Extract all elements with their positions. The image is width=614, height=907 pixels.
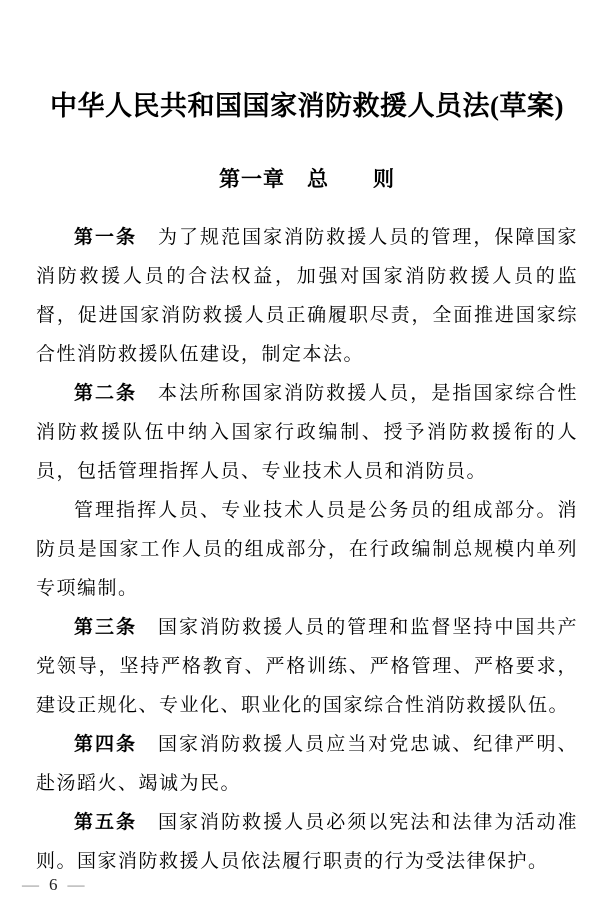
article-paragraph — [36, 725, 578, 803]
article-number: 第一条 — [74, 227, 138, 248]
article-paragraph — [36, 803, 578, 881]
article-text: 国家消防救援人员应当对党忠诚、纪律严明、赴汤蹈火、竭诚为民。 — [36, 734, 578, 794]
article-text: 国家消防救援人员的管理和监督坚持中国共产党领导，坚持严格教育、严格训练、严格管理、严格要求，建设正规化、专业化、职业化的国家综合性消防救援队伍。 — [36, 617, 578, 716]
article-text: 国家消防救援人员必须以宪法和法律为活动准则。国家消防救援人员依法履行职责的行为受法律保护。 — [36, 812, 578, 872]
article-number: 第五条 — [74, 812, 138, 833]
chapter-heading: 第一章 总 则 — [219, 167, 395, 191]
article-number: 第二条 — [74, 383, 138, 404]
article-paragraph — [36, 491, 578, 608]
article-text: 为了规范国家消防救援人员的管理，保障国家消防救援人员的合法权益，加强对国家消防救援人员的监督，促进国家消防救援人员正确履职尽责，全面推进国家综合性消防救援队伍建设，制定本法。 — [36, 227, 578, 365]
article-number: 第四条 — [74, 734, 138, 755]
page-number-dash-left: — — [22, 875, 39, 894]
article-paragraph — [36, 374, 578, 491]
article-paragraph — [36, 218, 578, 374]
article-text: 管理指挥人员、专业技术人员是公务员的组成部分。消防员是国家工作人员的组成部分，在行政编制总规模内单列专项编制。 — [36, 500, 578, 599]
page-number: 6 — [49, 875, 58, 894]
document-body — [36, 218, 578, 881]
page-number-dash-right: — — [67, 875, 85, 894]
article-paragraph — [36, 608, 578, 725]
article-number: 第三条 — [74, 617, 138, 638]
page-footer — [22, 875, 85, 895]
document-title: 中华人民共和国国家消防救援人员法(草案) — [50, 91, 564, 121]
article-text: 本法所称国家消防救援人员，是指国家综合性消防救援队伍中纳入国家行政编制、授予消防救援衔的人员，包括管理指挥人员、专业技术人员和消防员。 — [36, 383, 578, 482]
